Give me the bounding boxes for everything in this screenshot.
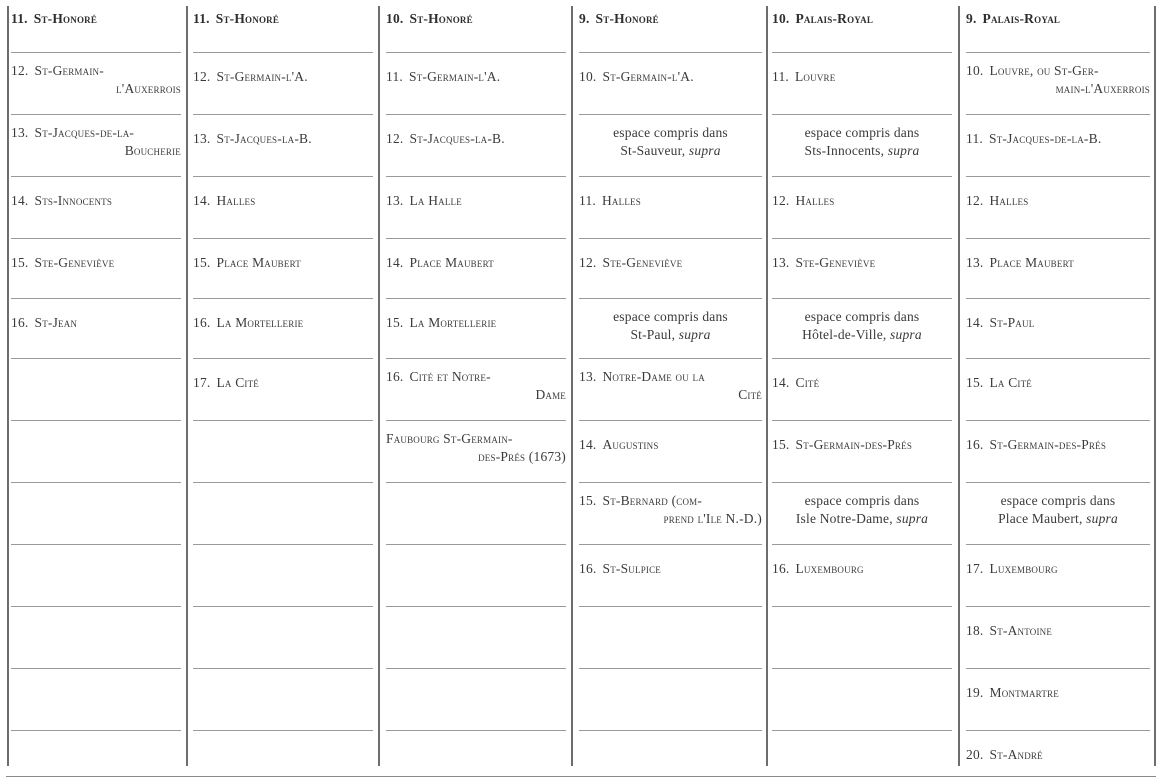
note-supra: supra (678, 327, 711, 342)
header-name: Palais-Royal (795, 11, 874, 26)
quarter-entry (193, 192, 373, 210)
entry-number: 15. (11, 255, 29, 270)
row-rule (193, 420, 373, 421)
quarter-entry (772, 374, 952, 392)
column-header (193, 10, 373, 28)
entry-number: 15. (772, 437, 790, 452)
quarter-entry (386, 192, 566, 210)
entry-number: 12. (966, 193, 984, 208)
note-supra: supra (890, 327, 922, 342)
quarter-entry (193, 68, 373, 86)
quarter-entry (579, 368, 762, 404)
row-rule (772, 52, 952, 53)
entry-name: Place Maubert (216, 255, 301, 270)
note-place: St-Sauveur, (620, 143, 686, 158)
row-rule (193, 730, 373, 731)
header-name: St-Honoré (595, 11, 659, 26)
entry-number: 12. (193, 69, 211, 84)
entry-name: La Mortellerie (409, 315, 497, 330)
entry-number: 10. (966, 63, 984, 78)
row-rule (11, 730, 181, 731)
quarter-entry (772, 560, 952, 578)
quarter-entry (386, 368, 566, 404)
quarter-entry (772, 436, 952, 454)
entry-name-continued: main-l'Auxerrois (1055, 81, 1150, 96)
quarter-column (193, 0, 373, 783)
row-rule (966, 482, 1150, 483)
row-rule (386, 544, 566, 545)
entry-number: 13. (11, 125, 29, 140)
row-rule (772, 482, 952, 483)
header-name: Palais-Royal (982, 11, 1061, 26)
header-name: St-Honoré (33, 11, 98, 26)
entry-name: Place Maubert (409, 255, 494, 270)
row-rule (966, 176, 1150, 177)
entry-name: St-Germain-l'A. (408, 69, 501, 84)
entry-name: La Halle (409, 193, 462, 208)
entry-number: 14. (11, 193, 29, 208)
entry-number: 16. (966, 437, 984, 452)
row-rule (386, 298, 566, 299)
column-header (11, 10, 181, 28)
row-rule (193, 176, 373, 177)
header-number: 10. (772, 11, 790, 26)
column-header (579, 10, 762, 28)
row-rule (966, 606, 1150, 607)
entry-name: Cité (795, 375, 820, 390)
row-rule (193, 482, 373, 483)
entry-number: 11. (579, 193, 596, 208)
entry-name: St-Jacques-de-la-B. (988, 131, 1102, 146)
entry-name: Ste-Geneviève (602, 255, 683, 270)
note-place: Place Maubert, (998, 511, 1083, 526)
note-entry (966, 492, 1150, 528)
entry-number: 12. (386, 131, 404, 146)
entry-name: St-Antoine (989, 623, 1053, 638)
entry-name: St-Sulpice (602, 561, 661, 576)
entry-name: Louvre (794, 69, 836, 84)
header-name: St-Honoré (215, 11, 280, 26)
note-place: St-Paul, (630, 327, 676, 342)
entry-name: Ste-Geneviève (795, 255, 876, 270)
note-supra: supra (688, 143, 721, 158)
note-place: Sts-Innocents, (804, 143, 885, 158)
column-rule (766, 6, 768, 766)
quarter-entry (193, 314, 373, 332)
row-rule (772, 114, 952, 115)
entry-name: Faubourg St-Germain- (386, 431, 513, 446)
row-rule (11, 668, 181, 669)
column-header (386, 10, 566, 28)
header-number: 10. (386, 11, 404, 26)
quarter-entry (966, 254, 1150, 272)
row-rule (11, 114, 181, 115)
row-rule (386, 358, 566, 359)
row-rule (579, 52, 762, 53)
entry-number: 15. (579, 493, 597, 508)
quarter-column (11, 0, 181, 783)
header-number: 11. (193, 11, 210, 26)
entry-name-continued: prend l'Ile N.-D.) (663, 511, 762, 526)
entry-number: 16. (386, 369, 404, 384)
column-rule (378, 6, 380, 766)
column-rule (7, 6, 9, 766)
entry-name: St-Germain-l'A. (216, 69, 308, 84)
entry-number: 17. (193, 375, 211, 390)
entry-name: Augustins (602, 437, 659, 452)
row-rule (579, 176, 762, 177)
quarter-column (579, 0, 762, 783)
quarter-entry (11, 254, 181, 272)
entry-name: St-André (989, 747, 1043, 762)
entry-number: 13. (772, 255, 790, 270)
row-rule (772, 730, 952, 731)
quarter-entry (11, 314, 181, 332)
quarter-entry (966, 62, 1150, 98)
entry-name: St-Jacques-de-la- (34, 125, 135, 140)
row-rule (11, 176, 181, 177)
entry-number: 11. (966, 131, 983, 146)
entry-name: Halles (795, 193, 835, 208)
column-rule (1154, 6, 1156, 766)
quarter-entry (193, 130, 373, 148)
column-header (966, 10, 1150, 28)
row-rule (772, 176, 952, 177)
quarter-entry (966, 622, 1150, 640)
quarter-entry (966, 746, 1150, 764)
entry-name: Cité et Notre- (409, 369, 491, 384)
entry-number: 16. (193, 315, 211, 330)
quarter-entry (579, 436, 762, 454)
note-supra: supra (1086, 511, 1118, 526)
entry-name: St-Bernard (com- (602, 493, 703, 508)
note-line: espace compris dans (804, 309, 920, 324)
entry-number: 20. (966, 747, 984, 762)
entry-name: Halles (601, 193, 641, 208)
entry-number: 13. (579, 369, 597, 384)
row-rule (579, 730, 762, 731)
quarter-entry (966, 374, 1150, 392)
quarter-entry (386, 130, 566, 148)
entry-number: 12. (772, 193, 790, 208)
entry-name: Luxembourg (989, 561, 1058, 576)
row-rule (193, 238, 373, 239)
quarter-entry (193, 254, 373, 272)
entry-number: 13. (966, 255, 984, 270)
note-entry (772, 308, 952, 344)
quarter-entry (579, 254, 762, 272)
header-number: 9. (966, 11, 977, 26)
entry-number: 10. (579, 69, 597, 84)
entry-number: 16. (579, 561, 597, 576)
row-rule (193, 544, 373, 545)
note-place: Isle Notre-Dame, (795, 511, 893, 526)
note-entry (772, 492, 952, 528)
row-rule (579, 544, 762, 545)
column-header (772, 10, 952, 28)
entry-number: 17. (966, 561, 984, 576)
entry-number: 13. (193, 131, 211, 146)
quarter-entry (386, 314, 566, 332)
entry-number: 15. (193, 255, 211, 270)
row-rule (386, 668, 566, 669)
row-rule (579, 482, 762, 483)
entry-name: St-Jean (34, 315, 78, 330)
quarter-entry (579, 68, 762, 86)
quarter-entry (11, 62, 181, 98)
quarter-entry (193, 374, 373, 392)
quarter-entry (386, 254, 566, 272)
row-rule (11, 420, 181, 421)
note-supra: supra (887, 143, 920, 158)
entry-number: 14. (772, 375, 790, 390)
entry-name: La Cité (989, 375, 1033, 390)
row-rule (772, 606, 952, 607)
row-rule (386, 52, 566, 53)
entry-number: 14. (966, 315, 984, 330)
entry-name: La Mortellerie (216, 315, 304, 330)
note-entry (772, 124, 952, 160)
entry-name: Ste-Geneviève (34, 255, 115, 270)
quarter-entry (772, 68, 952, 86)
row-rule (966, 52, 1150, 53)
entry-name: St-Germain-l'A. (602, 69, 694, 84)
row-rule (966, 544, 1150, 545)
entry-name: Halles (216, 193, 256, 208)
entry-number: 16. (772, 561, 790, 576)
note-line: espace compris dans (1000, 493, 1116, 508)
row-rule (966, 238, 1150, 239)
row-rule (11, 482, 181, 483)
row-rule (966, 420, 1150, 421)
entry-number: 12. (579, 255, 597, 270)
quarter-column (386, 0, 566, 783)
row-rule (966, 358, 1150, 359)
row-rule (193, 606, 373, 607)
row-rule (772, 358, 952, 359)
row-rule (11, 52, 181, 53)
quarter-entry (966, 130, 1150, 148)
row-rule (386, 114, 566, 115)
quarter-entry (966, 192, 1150, 210)
quarter-entry (579, 560, 762, 578)
entry-number: 12. (11, 63, 29, 78)
row-rule (11, 606, 181, 607)
row-rule (579, 298, 762, 299)
row-rule (193, 298, 373, 299)
entry-name: St-Paul (989, 315, 1035, 330)
note-place: Hôtel-de-Ville, (802, 327, 887, 342)
entry-number: 11. (772, 69, 789, 84)
quarter-entry (579, 492, 762, 528)
entry-name-continued: des-Prés (1673) (478, 449, 566, 464)
note-supra: supra (896, 511, 929, 526)
quarter-column (772, 0, 952, 783)
entry-name: St-Germain-des-Prés (989, 437, 1107, 452)
row-rule (193, 668, 373, 669)
row-rule (579, 420, 762, 421)
entry-name: Halles (989, 193, 1029, 208)
row-rule (579, 606, 762, 607)
quarter-entry (386, 430, 566, 466)
note-line: espace compris dans (804, 125, 920, 140)
entry-number: 13. (386, 193, 404, 208)
entry-name-continued: Cité (738, 387, 762, 402)
row-rule (579, 358, 762, 359)
entry-name-continued: Boucherie (124, 143, 181, 158)
row-rule (193, 358, 373, 359)
header-number: 9. (579, 11, 590, 26)
row-rule (386, 730, 566, 731)
row-rule (11, 298, 181, 299)
entry-name: St-Jacques-la-B. (216, 131, 312, 146)
row-rule (579, 238, 762, 239)
row-rule (193, 114, 373, 115)
entry-name-continued: l'Auxerrois (116, 81, 181, 96)
quarter-entry (11, 124, 181, 160)
row-rule (386, 238, 566, 239)
column-rule (571, 6, 573, 766)
row-rule (966, 114, 1150, 115)
quarter-entry (966, 684, 1150, 702)
entry-number: 14. (579, 437, 597, 452)
row-rule (966, 668, 1150, 669)
row-rule (11, 544, 181, 545)
row-rule (579, 668, 762, 669)
entry-number: 16. (11, 315, 29, 330)
row-rule (193, 52, 373, 53)
row-rule (772, 238, 952, 239)
header-number: 11. (11, 11, 28, 26)
entry-number: 15. (386, 315, 404, 330)
note-line: espace compris dans (804, 493, 920, 508)
entry-number: 14. (386, 255, 404, 270)
header-name: St-Honoré (409, 11, 473, 26)
row-rule (386, 482, 566, 483)
quarter-entry (772, 192, 952, 210)
row-rule (11, 358, 181, 359)
quarter-entry (579, 192, 762, 210)
entry-name: Luxembourg (795, 561, 864, 576)
quarter-entry (966, 436, 1150, 454)
row-rule (772, 544, 952, 545)
row-rule (772, 668, 952, 669)
entry-name: Montmartre (989, 685, 1059, 700)
row-rule (579, 114, 762, 115)
entry-name-continued: Dame (535, 387, 566, 402)
quarter-entry (772, 254, 952, 272)
row-rule (966, 298, 1150, 299)
note-line: espace compris dans (613, 309, 728, 324)
note-entry (579, 308, 762, 344)
entry-name: Louvre, ou St-Ger- (989, 63, 1099, 78)
quarter-column (966, 0, 1150, 783)
entry-name: Sts-Innocents (34, 193, 113, 208)
quarter-entry (386, 68, 566, 86)
row-rule (386, 176, 566, 177)
column-rule (186, 6, 188, 766)
entry-name: La Cité (216, 375, 260, 390)
entry-name: St-Germain- (34, 63, 104, 78)
row-rule (386, 606, 566, 607)
entry-number: 18. (966, 623, 984, 638)
row-rule (386, 420, 566, 421)
entry-number: 14. (193, 193, 211, 208)
entry-name: St-Germain-des-Prés (795, 437, 913, 452)
note-line: espace compris dans (613, 125, 728, 140)
quarter-entry (966, 314, 1150, 332)
entry-number: 19. (966, 685, 984, 700)
quarter-entry (11, 192, 181, 210)
entry-number: 15. (966, 375, 984, 390)
entry-name: Place Maubert (989, 255, 1074, 270)
row-rule (966, 730, 1150, 731)
entry-name: Notre-Dame ou la (602, 369, 705, 384)
row-rule (11, 238, 181, 239)
quarter-entry (966, 560, 1150, 578)
row-rule (772, 420, 952, 421)
entry-number: 11. (386, 69, 403, 84)
entry-name: St-Jacques-la-B. (409, 131, 505, 146)
note-entry (579, 124, 762, 160)
column-rule (958, 6, 960, 766)
row-rule (772, 298, 952, 299)
